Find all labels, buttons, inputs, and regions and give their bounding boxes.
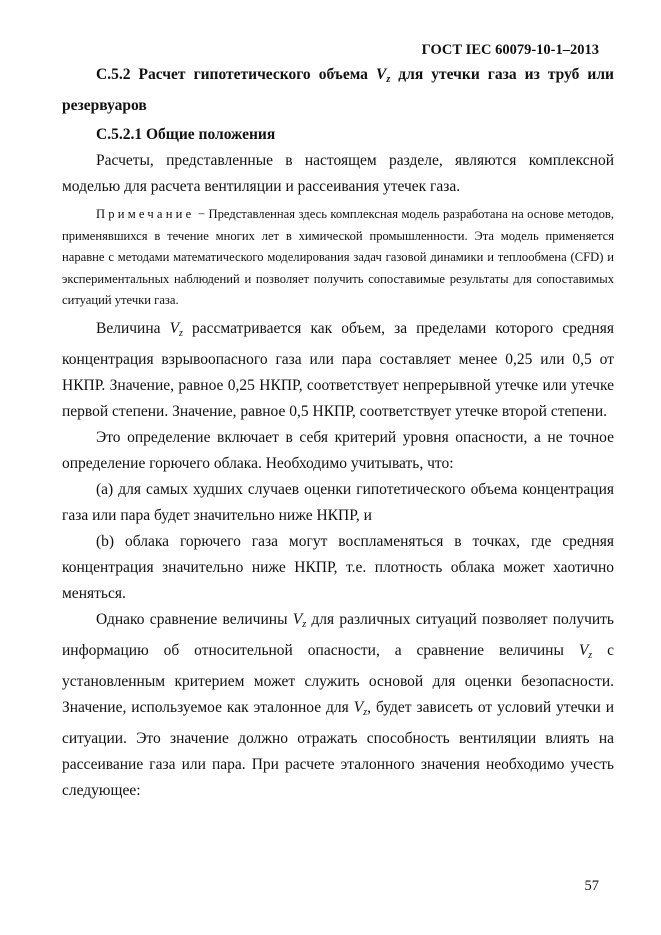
paragraph-2 xyxy=(62,316,614,425)
note-paragraph xyxy=(62,204,614,312)
paragraph-3: Это определение включает в себя критерий уровня опасности, а не точное определение горючего облака. Необходимо учитывать, что: xyxy=(62,428,614,472)
page-number: 57 xyxy=(584,878,599,894)
variable-subscript: z xyxy=(363,706,368,718)
p6-text-d: , будет зависеть от условий утечки и ситуации. Это значение должно отражать способность вентиляции влиять на рассеивание газа или пара. При расчете эталонного значения необходимо учесть следующее: xyxy=(62,698,614,799)
note-label: Примечание xyxy=(96,207,195,221)
section-heading xyxy=(62,62,614,119)
p6-text-a: Однако сравнение величины xyxy=(96,610,293,628)
heading-text-pre: С.5.2 Расчет гипотетического объема xyxy=(96,66,376,83)
variable-subscript: z xyxy=(179,327,183,339)
list-item-a: (a) для самых худших случаев оценки гипотетического объема концентрация газа или пара будет значительно ниже НКПР, и xyxy=(62,480,614,524)
p6-text-c: с установленным критерием может служить основой для оценки безопасности. Значение, используемое как эталонное для xyxy=(62,641,614,716)
note-dash: − xyxy=(194,207,209,221)
variable-v: V xyxy=(353,698,364,716)
p2-text-post: рассматривается как объем, за пределами которого средняя концентрация взрывоопасного газа или пара составляет менее 0,25 или 0,5 от НКПР. Значение, равное 0,25 НКПР, соответствует непрерывной утечке или утечке первой степени. Значение, равное 0,5 НКПР, соответствует утечке второй степени. xyxy=(62,319,614,420)
variable-subscript: z xyxy=(302,618,307,630)
heading-subscript: z xyxy=(386,74,391,85)
variable-v: V xyxy=(578,641,589,659)
note-text: Представленная здесь комплексная модель разработана на основе методов, применявшихся в течение многих лет в химической промышленности. Эта модель применяется наравне с методами математического моделирования задач газовой динамики и теплообмена (CFD) и экспериментальных наблюдений и позволяет получить сопоставимые результаты для сопоставимых ситуаций утечки газа. xyxy=(62,207,614,307)
list-item-b: (b) облака горючего газа могут воспламеняться в точках, где средняя концентрация значительно ниже НКПР, т.е. плотность облака может хаотично меняться. xyxy=(62,532,614,602)
p6-text-b: для различных ситуаций позволяет получить информацию об относительной опасности, а сравнение величины xyxy=(62,610,614,659)
variable-v: V xyxy=(169,319,180,337)
variable-subscript: z xyxy=(588,649,593,661)
variable-v: V xyxy=(292,610,303,628)
paragraph-6 xyxy=(62,607,614,804)
subsection-heading: С.5.2.1 Общие положения xyxy=(96,126,276,143)
document-body xyxy=(62,62,614,804)
paragraph-1: Расчеты, представленные в настоящем разделе, являются комплексной моделью для расчета вентиляции и рассеивания утечек газа. xyxy=(62,152,614,195)
heading-variable: V xyxy=(376,66,387,83)
heading-text-post: для утечки газа из труб или резервуаров xyxy=(62,66,614,114)
standard-header: ГОСТ IEC 60079-10-1–2013 xyxy=(421,42,599,58)
p2-text-pre: Величина xyxy=(96,319,170,337)
